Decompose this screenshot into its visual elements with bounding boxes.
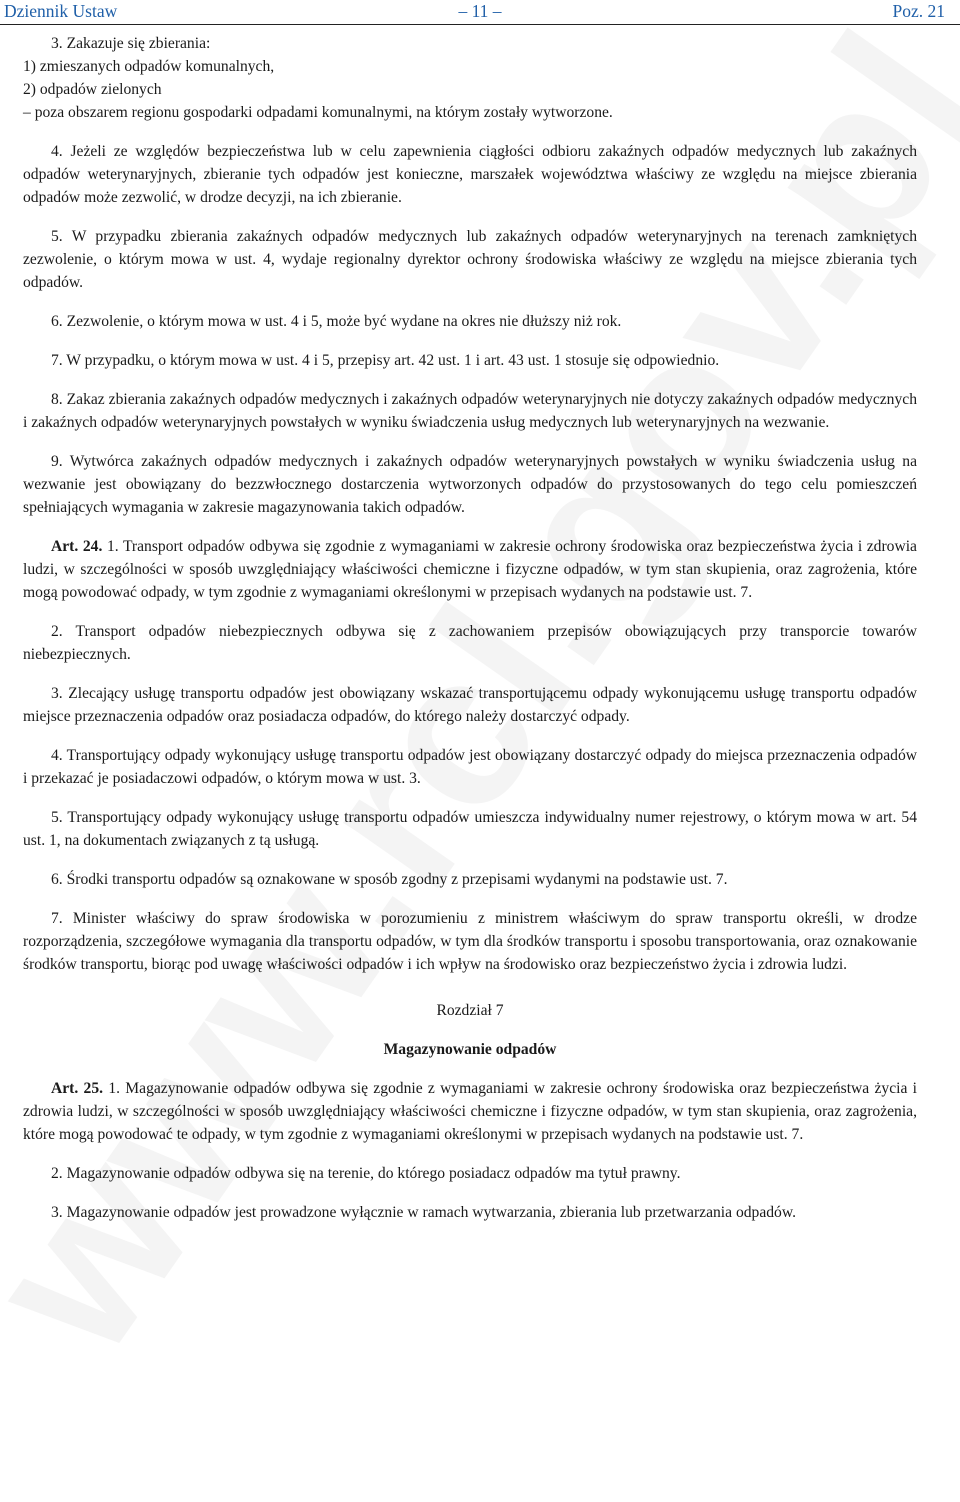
list-item-3-2: 2) odpadów zielonych (23, 81, 162, 98)
article-24-paragraph-5: 5. Transportujący odpady wykonujący usługę transportu odpadów umieszcza indywidualny numer rejestrowy, o którym mowa w art. 54 ust. 1, na dokumentach związanych z tą usługą. (23, 809, 917, 849)
article-24-paragraph-7: 7. Minister właściwy do spraw środowiska w porozumieniu z ministrem właściwym do spraw transportu określi, w drodze rozporządzenia, szczegółowe wymagania dla transportu odpadów, w tym dla środków transportu i sposobu transportowania, oraz oznakowanie środków transportu, biorąc pod uwagę właściwości odpadów i ich wpływ na środowisko oraz bezpieczeństwo życia i zdrowia ludzi. (23, 910, 917, 973)
article-24-paragraph-4: 4. Transportujący odpady wykonujący usługę transportu odpadów jest obowiązany dostarczyć odpady do miejsca przeznaczenia odpadów i przekazać je posiadaczowi odpadów, o którym mowa w ust. 3. (23, 747, 917, 787)
page-header (0, 0, 960, 25)
list-item-3-1: 1) zmieszanych odpadów komunalnych, (23, 58, 275, 75)
article-24-paragraph-6: 6. Środki transportu odpadów są oznakowane w sposób zgodny z przepisami wydanymi na podstawie ust. 7. (51, 871, 728, 888)
article-25-paragraph-3: 3. Magazynowanie odpadów jest prowadzone wyłącznie w ramach wytwarzania, zbierania lub przetwarzania odpadów. (51, 1204, 797, 1221)
article-25-label: Art. 25. (51, 1080, 104, 1097)
page-number: – 11 – (458, 1, 502, 21)
chapter-number: Rozdział 7 (436, 1002, 504, 1019)
article-24-paragraph-2: 2. Transport odpadów niebezpiecznych odbywa się z zachowaniem przepisów obowiązujących przy transporcie towarów niebezpiecznych. (23, 623, 917, 663)
paragraph-6: 6. Zezwolenie, o którym mowa w ust. 4 i 5, może być wydane na okres nie dłuższy niż rok. (51, 313, 622, 330)
paragraph-8: 8. Zakaz zbierania zakaźnych odpadów medycznych i zakaźnych odpadów weterynaryjnych nie dotyczy zakaźnych odpadów medycznych i zakaźnych odpadów weterynaryjnych powstałych w wyniku świadczenia usług medycznych lub weterynaryjnych na wezwanie. (23, 391, 917, 431)
article-25-paragraph-1 (23, 1077, 917, 1146)
paragraph-5: 5. W przypadku zbierania zakaźnych odpadów medycznych lub zakaźnych odpadów weterynaryjnych na terenach zamkniętych zezwolenie, o którym mowa w ust. 4, wydaje regionalny dyrektor ochrony środowiska właściwy ze względu na miejsce zbierania tych odpadów. (23, 228, 917, 291)
paragraph-7: 7. W przypadku, o którym mowa w ust. 4 i 5, przepisy art. 42 ust. 1 i art. 43 ust. 1 stosuje się odpowiednio. (51, 352, 720, 369)
document-body (23, 32, 917, 1224)
paragraph-3-tail: – poza obszarem regionu gospodarki odpadami komunalnymi, na którym zostały wytworzone. (23, 104, 613, 121)
article-24-label: Art. 24. (51, 538, 103, 555)
article-25-paragraph-2: 2. Magazynowanie odpadów odbywa się na terenie, do którego posiadacz odpadów ma tytuł prawny. (51, 1165, 681, 1182)
article-24-text-1: 1. Transport odpadów odbywa się zgodnie z wymaganiami w zakresie ochrony środowiska oraz bezpieczeństwa życia i zdrowia ludzi, w szczególności w sposób uwzględniający właściwości chemiczne i fizyczne odpadów, w tym stan skupienia, oraz zagrożenia, które mogą powodować odpady, w tym zgodnie z wymaganiami określonymi w przepisach wydanych na podstawie ust. 7. (23, 538, 917, 601)
journal-title: Dziennik Ustaw (4, 1, 118, 21)
paragraph-3: 3. Zakazuje się zbierania: (51, 35, 211, 52)
paragraph-9: 9. Wytwórca zakaźnych odpadów medycznych i zakaźnych odpadów weterynaryjnych powstałych w wyniku świadczenia usług na wezwanie jest obowiązany do bezzwłocznego dostarczenia wytworzonych odpadów do przystosowanych do tego celu pomieszczeń spełniających wymagania w zakresie magazynowania takich odpadów. (23, 453, 917, 516)
chapter-title: Magazynowanie odpadów (383, 1041, 557, 1058)
article-25-text-1: 1. Magazynowanie odpadów odbywa się zgodnie z wymaganiami w zakresie ochrony środowiska oraz bezpieczeństwa życia i zdrowia ludzi, w szczególności w sposób uwzględniający właściwości chemiczne i fizyczne odpadów, w tym stan skupienia, oraz zagrożenia, które mogą powodować te odpady, w tym zgodnie z wymaganiami określonymi w przepisach wydanych na podstawie ust. 7. (23, 1080, 917, 1143)
article-24-paragraph-3: 3. Zlecający usługę transportu odpadów jest obowiązany wskazać transportującemu odpady wykonującemu usługę transportu odpadów miejsce przeznaczenia odpadów oraz posiadacza odpadów, do którego należy dostarczyć odpady. (23, 685, 917, 725)
position-number: Poz. 21 (892, 1, 945, 21)
article-24-paragraph-1 (23, 535, 917, 604)
paragraph-4: 4. Jeżeli ze względów bezpieczeństwa lub w celu zapewnienia ciągłości odbioru zakaźnych odpadów medycznych lub zakaźnych odpadów weterynaryjnych, zbieranie tych odpadów jest konieczne, marszałek województwa właściwy ze względu na miejsce zbierania odpadów może zezwolić, w drodze decyzji, na ich zbieranie. (23, 143, 917, 206)
